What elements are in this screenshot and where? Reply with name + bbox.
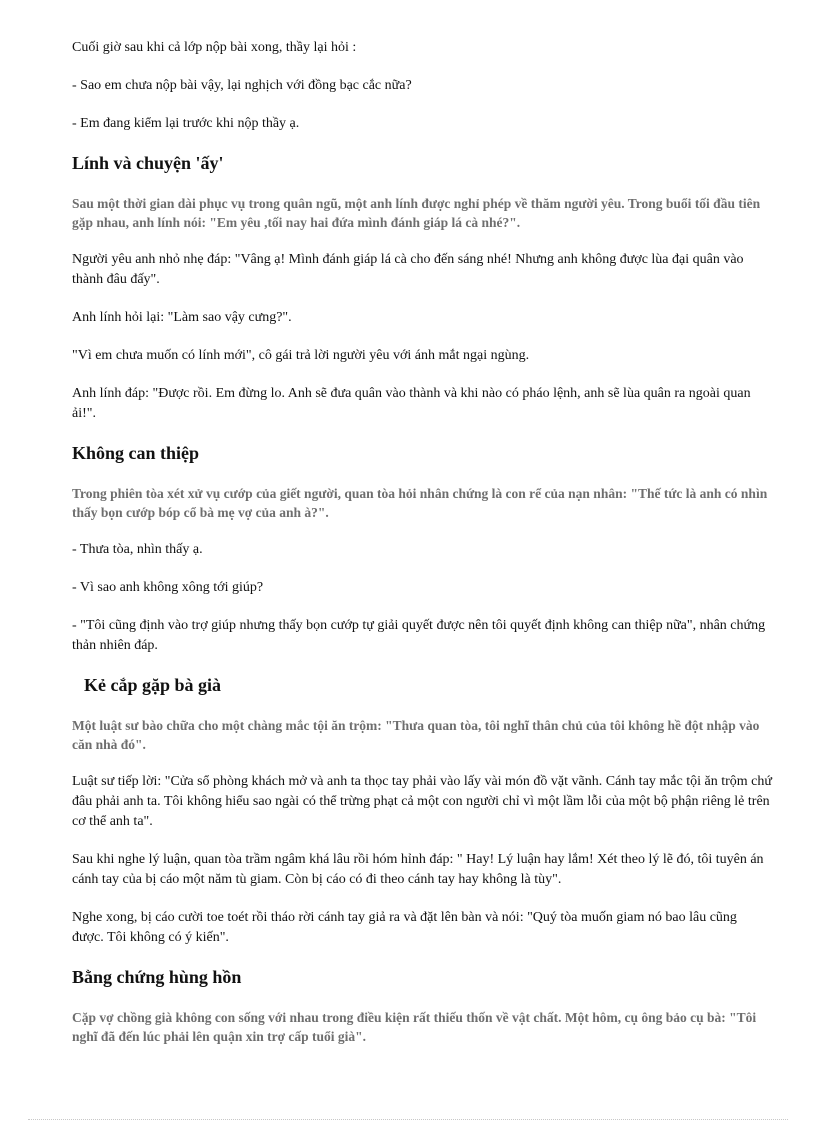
paragraph: Luật sư tiếp lời: "Cửa sổ phòng khách mở và anh ta thọc tay phải vào lấy vài món đồ vặt vãnh. Cánh tay mắc tội ăn trộm chứ đâu phải anh ta. Tôi không hiểu sao ngài có thể trừng phạt cả một con người chỉ vì một lầm lỗi của một bộ phận riêng lẻ trên cơ thể anh ta".	[72, 774, 772, 829]
paragraph: Sau khi nghe lý luận, quan tòa trầm ngâm khá lâu rồi hóm hỉnh đáp: " Hay! Lý luận hay lắm! Xét theo lý lẽ đó, tôi tuyên án cánh tay của bị cáo một năm tù giam. Còn bị cáo có đi theo cánh tay hay không là tùy".	[72, 852, 764, 887]
lead-paragraph: Một luật sư bào chữa cho một chàng mắc tội ăn trộm: "Thưa quan tòa, tôi nghĩ thân chủ của tôi không hề đột nhập vào căn nhà đó".	[72, 718, 760, 752]
paragraph: "Vì em chưa muốn có lính mới", cô gái trả lời người yêu với ánh mắt ngại ngùng.	[72, 348, 530, 363]
paragraph: Anh lính đáp: "Được rồi. Em đừng lo. Anh sẽ đưa quân vào thành và khi nào có pháo lệnh, anh sẽ lùa quân ra ngoài quan ải!".	[72, 386, 751, 421]
paragraph: - Em đang kiểm lại trước khi nộp thầy ạ.	[72, 116, 300, 131]
paragraph: - Vì sao anh không xông tới giúp?	[72, 580, 264, 595]
lead-paragraph: Sau một thời gian dài phục vụ trong quân ngũ, một anh lính được nghỉ phép về thăm người yêu. Trong buổi tối đầu tiên gặp nhau, anh lính nói: "Em yêu ,tối nay hai đứa mình đánh giáp lá cà nhé?".	[72, 196, 761, 230]
paragraph: - "Tôi cũng định vào trợ giúp nhưng thấy bọn cướp tự giải quyết được nên tôi quyết định không can thiệp nữa", nhân chứng thản nhiên đáp.	[72, 618, 766, 653]
section-heading: Lính và chuyện 'ấy'	[72, 153, 224, 173]
paragraph: Nghe xong, bị cáo cười toe toét rồi tháo rời cánh tay giả ra và đặt lên bàn và nói: "Quý tòa muốn giam nó bao lâu cũng được. Tôi không có ý kiến".	[72, 910, 737, 945]
document-body	[72, 38, 772, 1064]
paragraph: Anh lính hỏi lại: "Làm sao vậy cưng?".	[72, 310, 292, 325]
section-heading: Không can thiệp	[72, 443, 200, 463]
paragraph: Cuối giờ sau khi cả lớp nộp bài xong, thầy lại hỏi :	[72, 40, 357, 55]
section-heading: Bằng chứng hùng hồn	[72, 967, 242, 987]
paragraph: Người yêu anh nhỏ nhẹ đáp: "Vâng ạ! Mình đánh giáp lá cà cho đến sáng nhé! Nhưng anh không được lùa đại quân vào thành đâu đấy".	[72, 252, 744, 287]
page-bottom-divider	[28, 1119, 788, 1120]
paragraph: - Sao em chưa nộp bài vậy, lại nghịch với đồng bạc cắc nữa?	[72, 78, 412, 93]
section-heading: Kẻ cắp gặp bà già	[84, 675, 222, 695]
lead-paragraph: Trong phiên tòa xét xử vụ cướp của giết người, quan tòa hỏi nhân chứng là con rể của nạn nhân: "Thế tức là anh có nhìn thấy bọn cướp bóp cổ bà mẹ vợ của anh à?".	[72, 486, 768, 520]
lead-paragraph: Cặp vợ chồng già không con sống với nhau trong điều kiện rất thiếu thốn về vật chất. Một hôm, cụ ông bảo cụ bà: "Tôi nghĩ đã đến lúc phải lên quận xin trợ cấp tuổi già".	[72, 1010, 757, 1044]
paragraph: - Thưa tòa, nhìn thấy ạ.	[72, 542, 203, 557]
